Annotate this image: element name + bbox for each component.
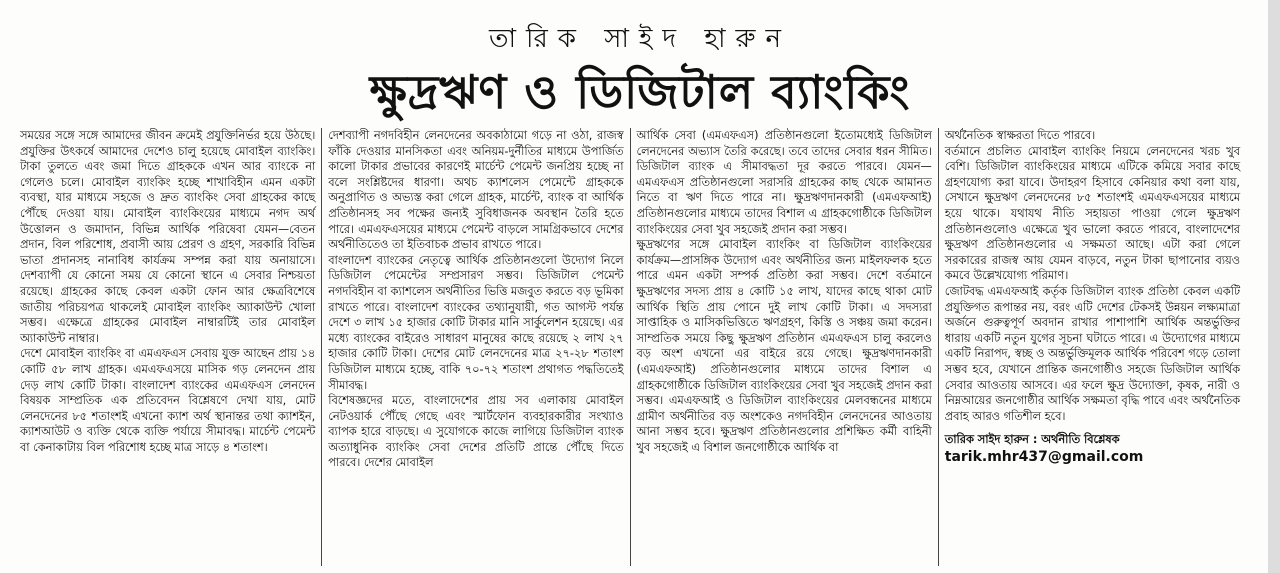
paragraph: বিশেষজ্ঞদের মতে, বাংলাদেশের প্রায় সব এলাকায় মোবাইল নেটওয়ার্ক পৌঁছে গেছে এবং স্মার্টফোন ব্যবহারকারীর সংখ্যাও ব্যাপক হারে বাড়ছে। এ সুযোগকে কাজে লাগিয়ে ডিজিটাল ব্যাংক অত্যাধুনিক ব্যাংকিং সেবা দেশের প্রতিটি প্রান্তে পৌঁছে দিতে পারবে। দেশের মোবাইল [328, 394, 624, 470]
paragraph: ক্ষুদ্রঋণের সঙ্গে মোবাইল ব্যাংকিং বা ডিজিটাল ব্যাংকিংয়ের কার্যক্রম—প্রাসঙ্গিক উদ্যোগ এবং অর্থনীতির জন্য মাইলফলক হতে পারে এমন একটা সম্পর্ক প্রতিষ্ঠা করা সম্ভব। দেশে বর্তমানে ক্ষুদ্রঋণের সদস্য প্রায় ৪ কোটি ১৫ লাখ, যাদের কাছে থাকা মোট আর্থিক স্থিতি প্রায় পোনে দুই লাখ কোটি টাকা। এ সদস্যরা সাপ্তাহিক ও মাসিকভিত্তিতে ঋণগ্রহণ, কিস্তি ও সঞ্চয় জমা করেন। সাম্প্রতিক সময়ে কিছু ক্ষুদ্রঋণ প্রতিষ্ঠান এমএফএস চালু করলেও বড় অংশ এখনো এর বাইরে রয়ে গেছে। ক্ষুদ্রঋণদানকারী (এমএফআই) প্রতিষ্ঠানগুলোর মাধ্যমে তাদের বিশাল এ গ্রাহকগোষ্ঠীকে ডিজিটাল ব্যাংকিংয়ের সেবা খুব সহজেই প্রদান করা সম্ভব। এমএফআই ও ডিজিটাল ব্যাংকিংয়ের মেলবন্ধনের মাধ্যমে গ্রামীণ অর্থনীতির বড় অংশকেও নগদবিহীন লেনদেনের আওতায় আনা সম্ভব হবে। ক্ষুদ্রঋণ প্রতিষ্ঠানগুলোর প্রশিক্ষিত কর্মী বাহিনী খুব সহজেই এ বিশাল জনগোষ্ঠীকে আর্থিক বা [636, 238, 932, 454]
author-signature: তারিক সাইদ হারুন : অর্থনীতি বিশ্লেষক [944, 433, 1120, 447]
article-title: ক্ষুদ্রঋণ ও ডিজিটাল ব্যাংকিং [369, 65, 911, 119]
paragraph: আর্থিক সেবা (এমএফএস) প্রতিষ্ঠানগুলো ইতোমধ্যেই ডিজিটাল লেনদেনের অভ্যাস তৈরি করেছে। তবে তাদের সেবার ধরন সীমিত। ডিজিটাল ব্যাংক এ সীমাবদ্ধতা দূর করতে পারবে। যেমন—এমএফএস প্রতিষ্ঠানগুলো সরাসরি গ্রাহকের কাছ থেকে আমানত নিতে বা ঋণ দিতে পারে না। ক্ষুদ্রঋণদানকারী (এমএফআই) প্রতিষ্ঠানগুলোর মাধ্যমে তাদের বিশাল এ গ্রাহকগোষ্ঠীকে ডিজিটাল ব্যাংকিংয়ের সেবা খুব সহজেই প্রদান করা সম্ভব। [636, 129, 932, 236]
column-1 [14, 128, 321, 566]
column-4 [938, 128, 1246, 566]
paragraph: অর্থনৈতিক স্বাক্ষরতা দিতে পারবে। [944, 129, 1096, 142]
paragraph: বাংলাদেশ ব্যাংকের নেতৃত্বে আর্থিক প্রতিষ্ঠানগুলো উদ্যোগ নিলে ডিজিটাল পেমেন্টের সম্প্রসারণ সম্ভব। ডিজিটাল পেমেন্ট নগদবিহীন বা ক্যাশলেস অর্থনীতির ভিত্তি মজবুত করতে বড় ভূমিকা রাখতে পারে। বাংলাদেশ ব্যাংকের তথ্যানুযায়ী, গত আগস্ট পর্যন্ত দেশে ৩ লাখ ১৫ হাজার কোটি টাকার মানি সার্কুলেশন হয়েছে। এর মধ্যে ব্যাংকের বাইরেও সাধারণ মানুষের কাছে রয়েছে ২ লাখ ২৭ হাজার কোটি টাকা। দেশের মোট লেনদেনের মাত্র ২৭-২৮ শতাংশ ডিজিটাল মাধ্যমে হচ্ছে, বাকি ৭০-৭২ শতাংশ প্রথাগত পদ্ধতিতেই সীমাবদ্ধ। [328, 253, 624, 392]
article-body [14, 128, 1246, 566]
page-edge [1268, 0, 1280, 573]
paragraph: জোটবদ্ধ এমএফআই কর্তৃক ডিজিটাল ব্যাংক প্রতিষ্ঠা কেবল একটি প্রযুক্তিগত রূপান্তর নয়, বরং এটি দেশের টেকসই উন্নয়ন লক্ষ্যমাত্রা অর্জনে গুরুত্বপূর্ণ অবদান রাখার পাশাপাশি আর্থিক অন্তর্ভুক্তির ধারায় একটি নতুন যুগের সূচনা ঘটাতে পারে। এ উদ্যোগের মাধ্যমে একটি নিরাপদ, স্বচ্ছ ও অন্তর্ভুক্তিমূলক আর্থিক পরিবেশ গড়ে তোলা সম্ভব হবে, যেখানে প্রান্তিক জনগোষ্ঠীও সহজে ডিজিটাল আর্থিক সেবার আওতায় আসবে। এর ফলে ক্ষুদ্র উদ্যোক্তা, কৃষক, নারী ও নিম্নআয়ের জনগোষ্ঠীর আর্থিক সক্ষমতা বৃদ্ধি পাবে এবং অর্থনৈতিক প্রবাহ আরও গতিশীল হবে। [944, 284, 1240, 423]
author-name: তারিক সাইদ হারুন [488, 24, 792, 54]
column-2 [321, 128, 629, 566]
column-3 [630, 128, 938, 566]
paragraph: বর্তমানে প্রচলিত মোবাইল ব্যাংকিং নিয়মে লেনদেনের খরচ খুব বেশি। ডিজিটাল ব্যাংকিংয়ের মাধ্যমে এটিকে কমিয়ে সবার কাছে গ্রহণযোগ্য করা যাবে। উদাহরণ হিসাবে কেনিয়ার কথা বলা যায়, সেখানে ক্ষুদ্রঋণ লেনদেনের ৮৫ শতাংশই এমএফএসয়ের মাধ্যমে হয়ে থাকে। যথাযথ নীতি সহায়তা পাওয়া গেলে ক্ষুদ্রঋণ প্রতিষ্ঠানগুলোও এক্ষেত্রে খুব ভালো করতে পারবে, বাংলাদেশের ক্ষুদ্রঋণ প্রতিষ্ঠানগুলোর এ সক্ষমতা আছে। এটা করা গেলে সরকারের রাজস্ব আয় যেমন বাড়বে, নতুন টাকা ছাপানোর ব্যয়ও কমবে উল্লেখযোগ্য পরিমাণ। [944, 144, 1240, 283]
paragraph: সময়ের সঙ্গে সঙ্গে আমাদের জীবন ক্রমেই প্রযুক্তিনির্ভর হয়ে উঠছে। প্রযুক্তির উৎকর্ষে আমাদের দেশেও চালু হয়েছে মোবাইল ব্যাংকিং। টাকা তুলতে এবং জমা দিতে গ্রাহককে এখন আর ব্যাংকে না গেলেও চলে। মোবাইল ব্যাংকিং হচ্ছে শাখাবিহীন এমন একটা ব্যবস্থা, যার মাধ্যমে সহজে ও দ্রুত ব্যাংকিং সেবা গ্রাহকের কাছে পৌঁছে দেওয়া যায়। মোবাইল ব্যাংকিংয়ের মাধ্যমে নগদ অর্থ উত্তোলন ও জমাদান, বিভিন্ন আর্থিক পরিষেবা যেমন—বেতন প্রদান, বিল পরিশোধ, প্রবাসী আয় প্রেরণ ও গ্রহণ, সরকারি বিভিন্ন ভাতা প্রদানসহ নানাবিধ কার্যক্রম সম্পন্ন করা যায় অনায়াসে। দেশব্যাপী যে কোনো সময় যে কোনো স্থানে এ সেবার নিশ্চয়তা রয়েছে। গ্রাহকের কাছে কেবল একটা ফোন আর ক্ষেত্রবিশেষে জাতীয় পরিচয়পত্র থাকলেই মোবাইল ব্যাংকিং অ্যাকাউন্ট খোলা সম্ভব। এক্ষেত্রে গ্রাহকের মোবাইল নাম্বারটিই তার মোবাইল অ্যাকাউন্ট নাম্বার। [20, 129, 316, 345]
author-email: tarik.mhr437@gmail.com [944, 448, 1144, 465]
paragraph: দেশব্যাপী নগদবিহীন লেনদেনের অবকাঠামো গড়ে না ওঠা, রাজস্ব ফাঁকি দেওয়ার মানসিকতা এবং অনিয়ম-দুর্নীতির মাধ্যমে উপার্জিত কালো টাকার প্রভাবের কারণেই মার্চেন্ট পেমেন্ট জনপ্রিয় হচ্ছে না বলে সংশ্লিষ্টদের ধারণা। অথচ ক্যাশলেস পেমেন্টে গ্রাহককে অনুপ্রাণিত ও অভ্যস্ত করা গেলে গ্রাহক, মার্চেন্ট, ব্যাংক বা আর্থিক প্রতিষ্ঠানসহ সব পক্ষের জন্যই সুবিধাজনক অবস্থান তৈরি হতে পারে। এমএফএসয়ের মাধ্যমে পেমেন্ট বাড়লে সামগ্রিকভাবে দেশের অর্থনীতিতেও তা ইতিবাচক প্রভাব রাখতে পারে। [328, 129, 624, 252]
paragraph: দেশে মোবাইল ব্যাংকিং বা এমএফএস সেবায় যুক্ত আছেন প্রায় ১৪ কোটি ৫৮ লাখ গ্রাহক। এমএফএসয়ে মাসিক গড় লেনদেন প্রায় দেড় লাখ কোটি টাকা। বাংলাদেশ ব্যাংকের এমএফএস লেনদেন বিষয়ক সাম্প্রতিক এক প্রতিবেদন বিশ্লেষণে দেখা যায়, মোট লেনদেনের ৮৫ শতাংশই এখনো ক্যাশ অর্থ স্থানান্তর তথা ক্যাশইন, ক্যাশআউট ও ব্যক্তি থেকে ব্যক্তি পর্যায়ে সীমাবদ্ধ। মার্চেন্ট পেমেন্ট বা কেনাকাটায় বিল পরিশোধ হচ্ছে মাত্র সাড়ে ৪ শতাংশ। [20, 347, 316, 454]
